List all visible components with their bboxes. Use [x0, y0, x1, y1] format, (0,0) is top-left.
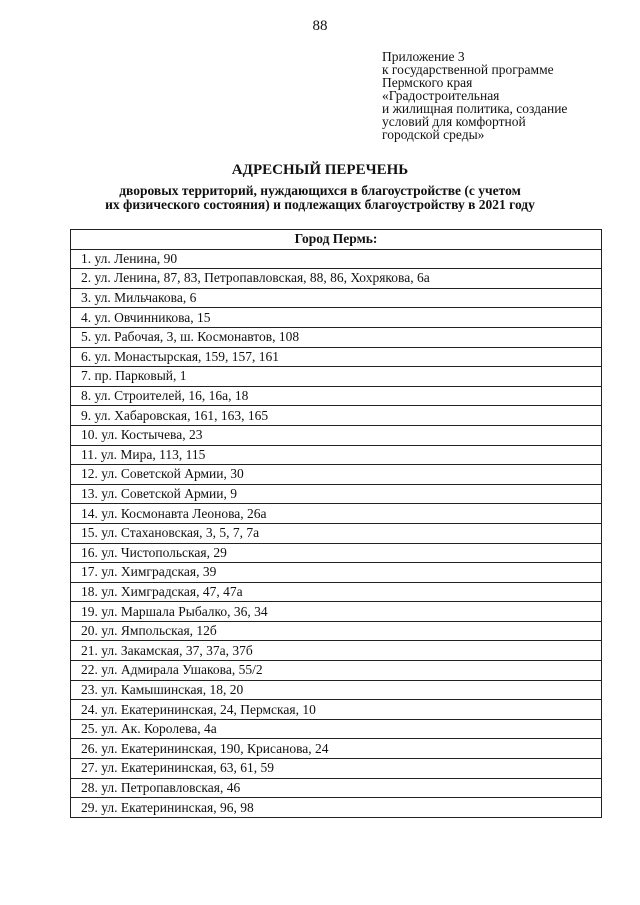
table-row: [71, 778, 602, 798]
table-row: [71, 719, 602, 739]
table-row: [71, 445, 602, 465]
document-subtitle: [0, 184, 640, 212]
address-cell: 21. ул. Закамская, 37, 37а, 37б: [71, 641, 602, 661]
address-cell: 28. ул. Петропавловская, 46: [71, 778, 602, 798]
address-cell: 27. ул. Екатерининская, 63, 61, 59: [71, 759, 602, 779]
table-row: [71, 406, 602, 426]
table-row: [71, 347, 602, 367]
address-cell: 10. ул. Костычева, 23: [71, 425, 602, 445]
address-cell: 20. ул. Ямпольская, 12б: [71, 621, 602, 641]
table-row: [71, 484, 602, 504]
address-cell: 12. ул. Советской Армии, 30: [71, 465, 602, 485]
appendix-line: Приложение 3: [382, 49, 465, 64]
address-cell: 15. ул. Стахановская, 3, 5, 7, 7а: [71, 523, 602, 543]
address-cell: 22. ул. Адмирала Ушакова, 55/2: [71, 661, 602, 681]
table-row: [71, 327, 602, 347]
address-cell: 24. ул. Екатерининская, 24, Пермская, 10: [71, 700, 602, 720]
page-number: 88: [312, 18, 328, 34]
address-cell: 29. ул. Екатерининская, 96, 98: [71, 798, 602, 818]
document-title: АДРЕСНЫЙ ПЕРЕЧЕНЬ: [231, 162, 409, 178]
table-row: [71, 523, 602, 543]
table-row: [71, 563, 602, 583]
appendix-line: Пермского края: [382, 75, 473, 90]
table-header-row: [71, 230, 602, 250]
address-cell: 19. ул. Маршала Рыбалко, 36, 34: [71, 602, 602, 622]
table-row: [71, 798, 602, 818]
appendix-block: [382, 50, 622, 141]
table-row: [71, 739, 602, 759]
table-row: [71, 621, 602, 641]
appendix-line: условий для комфортной: [382, 114, 526, 129]
subtitle-line-1: дворовых территорий, нуждающихся в благоустройстве (с учетом: [119, 183, 521, 198]
address-cell: 5. ул. Рабочая, 3, ш. Космонавтов, 108: [71, 327, 602, 347]
address-table: [70, 229, 602, 818]
table-row: [71, 465, 602, 485]
appendix-line: и жилищная политика, создание: [382, 101, 568, 116]
table-row: [71, 700, 602, 720]
address-cell: 8. ул. Строителей, 16, 16а, 18: [71, 386, 602, 406]
subtitle-line-2: их физического состояния) и подлежащих благоустройству в 2021 году: [105, 197, 535, 212]
table-row: [71, 249, 602, 269]
appendix-line: городской среды»: [382, 127, 485, 142]
address-cell: 3. ул. Мильчакова, 6: [71, 288, 602, 308]
appendix-line: «Градостроительная: [382, 88, 500, 103]
table-row: [71, 661, 602, 681]
address-cell: 11. ул. Мира, 113, 115: [71, 445, 602, 465]
address-cell: 13. ул. Советской Армии, 9: [71, 484, 602, 504]
table-row: [71, 543, 602, 563]
address-cell: 14. ул. Космонавта Леонова, 26а: [71, 504, 602, 524]
address-cell: 16. ул. Чистопольская, 29: [71, 543, 602, 563]
address-cell: 25. ул. Ак. Королева, 4а: [71, 719, 602, 739]
address-cell: 23. ул. Камышинская, 18, 20: [71, 680, 602, 700]
table-row: [71, 386, 602, 406]
table-row: [71, 680, 602, 700]
address-cell: 2. ул. Ленина, 87, 83, Петропавловская, 88, 86, Хохрякова, 6а: [71, 269, 602, 289]
table-row: [71, 425, 602, 445]
table-row: [71, 582, 602, 602]
address-cell: 26. ул. Екатерининская, 190, Крисанова, 24: [71, 739, 602, 759]
table-row: [71, 602, 602, 622]
table-row: [71, 759, 602, 779]
address-cell: 1. ул. Ленина, 90: [71, 249, 602, 269]
table-row: [71, 288, 602, 308]
table-header-city: Город Пермь:: [71, 230, 602, 250]
address-cell: 18. ул. Химградская, 47, 47а: [71, 582, 602, 602]
address-cell: 9. ул. Хабаровская, 161, 163, 165: [71, 406, 602, 426]
appendix-line: к государственной программе: [382, 62, 554, 77]
address-cell: 4. ул. Овчинникова, 15: [71, 308, 602, 328]
address-cell: 17. ул. Химградская, 39: [71, 563, 602, 583]
table-row: [71, 269, 602, 289]
table-row: [71, 308, 602, 328]
address-cell: 7. пр. Парковый, 1: [71, 367, 602, 387]
table-row: [71, 504, 602, 524]
table-row: [71, 641, 602, 661]
table-row: [71, 367, 602, 387]
address-cell: 6. ул. Монастырская, 159, 157, 161: [71, 347, 602, 367]
